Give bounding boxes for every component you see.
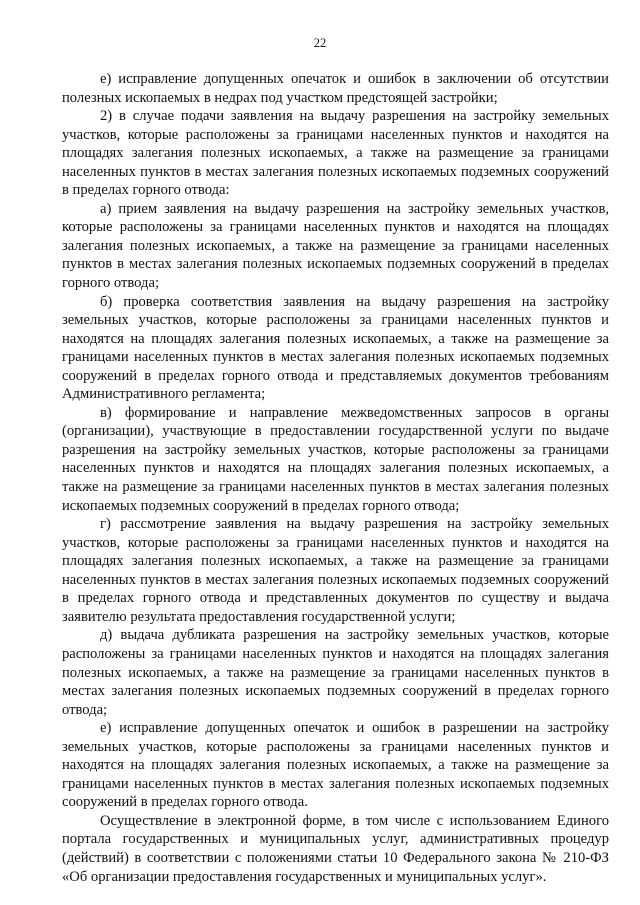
paragraph-item-g-application-review: г) рассмотрение заявления на выдачу разрешения на застройку земельных участков, которые расположены за границами населенных пунктов и находятся на площадях залегания полезных ископаемых, а также на размещение за границами населенных пунктов в местах залегания полезных ископаемых подземных сооружений в пределах горного отвода и представленных документов по существу и выдача заявителю результата предоставления государственной услуги; [62,516,609,625]
paragraph-item-v-interagency-requests: в) формирование и направление межведомственных запросов в органы (организации), участвующие в предоставлении государственной услуги по выдаче разрешения на застройку земельных участков, которые расположены за границами населенных пунктов и находятся на площадях залегания полезных ископаемых, а также на размещение за границами населенных пунктов в местах залегания полезных ископаемых подземных сооружений в пределах горного отвода; [62,404,609,514]
paragraph-item-b-compliance-check: б) проверка соответствия заявления на выдачу разрешения на застройку земельных участков, которые расположены за границами населенных пунктов и находятся на площадях залегания полезных ископаемых, а также на размещение за границами населенных пунктов в местах залегания полезных ископаемых подземных сооружений в пределах горного отвода и представляемых документов требованиям Административного регламента; [62,293,609,403]
paragraph-section-2-intro: 2) в случае подачи заявления на выдачу разрешения на застройку земельных участков, которые расположены за границами населенных пунктов и находятся на площадях залегания полезных ископаемых, а также на размещение за границами населенных пунктов в местах залегания полезных ископаемых подземных сооружений в пределах горного отвода: [62,108,609,199]
paragraph-item-e-conclusion-corrections: е) исправление допущенных опечаток и ошибок в заключении об отсутствии полезных ископаемых в недрах под участком предстоящей застройки; [62,71,609,106]
paragraph-item-d-duplicate-issue: д) выдача дубликата разрешения на застройку земельных участков, которые расположены за границами населенных пунктов и находятся на площадях залегания полезных ископаемых, а также на размещение за границами населенных пунктов в местах залегания полезных ископаемых подземных сооружений в пределах горного отвода; [62,627,609,718]
paragraph-electronic-form: Осуществление в электронной форме, в том числе с использованием Единого портала государственных и муниципальных услуг, административных процедур (действий) в соответствии с положениями статьи 10 Федерального закона № 210-ФЗ «Об организации предоставления государственных и муниципальных услуг». [62,812,609,885]
document-body [62,70,609,886]
paragraph-item-a-application-receipt: а) прием заявления на выдачу разрешения на застройку земельных участков, которые расположены за границами населенных пунктов и находятся на площадях залегания полезных ископаемых, а также на размещение за границами населенных пунктов в местах залегания полезных ископаемых подземных сооружений в пределах горного отвода; [62,200,609,292]
paragraph-item-e-permit-corrections: е) исправление допущенных опечаток и ошибок в разрешении на застройку земельных участков, которые расположены за границами населенных пунктов и находятся на площадях залегания полезных ископаемых, а также на размещение за границами населенных пунктов в местах залегания полезных ископаемых подземных сооружений в пределах горного отвода. [62,720,609,811]
page-number: 22 [313,36,327,50]
